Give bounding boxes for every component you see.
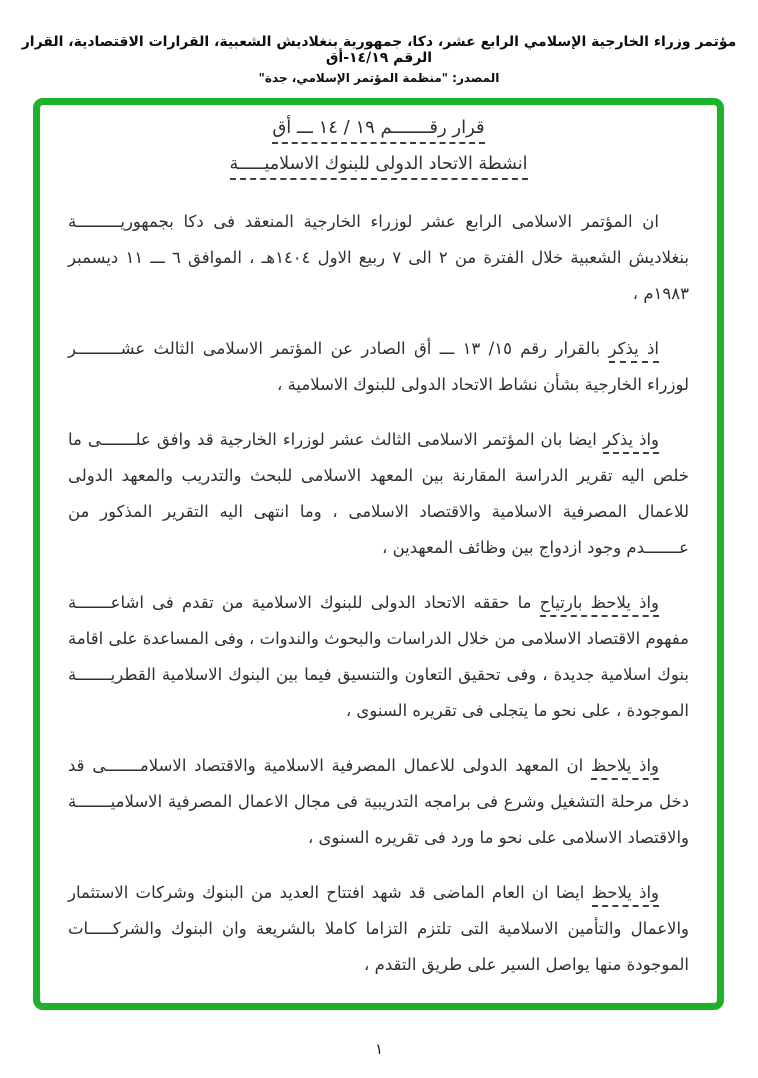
resolution-number-title-row bbox=[68, 117, 689, 138]
paragraph-text: ايضا بان المؤتمر الاسلامى الثالث عشر لوزراء الخارجية قد وافق علـــــــى ما خلص اليه تقرير الدراسة المقارنة بين المعهد الاسلامى للبحث والتدريب والمعهد الدولى للاعمال المصرفية الاسلامية والاقتصاد الاسلامى ، وما انتهى اليه التقرير المذكور من عـــــــدم وجود ازدواج بين وظائف المعهدين ، bbox=[68, 430, 689, 557]
paragraph-lead-underlined: واذ يلاحظ bbox=[592, 883, 659, 907]
header-citation-line: مؤتمر وزراء الخارجية الإسلامي الرابع عشر، دكا، جمهورية بنغلاديش الشعبية، القرارات الاقتصادية، القرار الرقم ١٤/١٩-أق bbox=[21, 34, 737, 66]
paragraph-text: بالقرار رقم ١٥/ ١٣ ـــ أق الصادر عن المؤتمر الاسلامى الثالث عشـــــــــر لوزراء الخارجية بشأن نشاط الاتحاد الدولى للبنوك الاسلامية ، bbox=[68, 339, 689, 394]
resolution-number-title: قرار رقـــــــم ١٩ / ١٤ ـــ أق bbox=[272, 117, 484, 144]
paragraph-lead-underlined: واذ يذكر bbox=[603, 430, 659, 454]
resolution-paragraph bbox=[68, 331, 689, 403]
resolution-title-block bbox=[68, 117, 689, 174]
resolution-highlight-box bbox=[33, 98, 724, 1010]
resolution-paragraph bbox=[68, 585, 689, 729]
document-header bbox=[8, 34, 750, 85]
paragraph-lead-underlined: اذ يذكر bbox=[609, 339, 660, 363]
resolution-subject-title-row bbox=[68, 154, 689, 174]
resolution-paragraph bbox=[68, 875, 689, 983]
resolution-subject-title: انشطة الاتحاد الدولى للبنوك الاسلاميـــــة bbox=[230, 154, 528, 180]
resolution-paragraph bbox=[68, 422, 689, 566]
header-source-line: المصدر: "منظمة المؤتمر الإسلامي، جدة" bbox=[258, 71, 500, 85]
paragraph-text: ان المعهد الدولى للاعمال المصرفية الاسلامية والاقتصاد الاسلامـــــــى قد دخل مرحلة التشغيل وشرع فى برامجه التدريبية فى مجال الاعمال المصرفية الاسلاميـــــــة والاقتصاد الاسلامى على نحو ما ورد فى تقريره السنوى ، bbox=[68, 756, 689, 847]
paragraph-lead-underlined: واذ يلاحظ بارتياح bbox=[540, 593, 659, 617]
paragraph-text: ما حققه الاتحاد الدولى للبنوك الاسلامية من تقدم فى اشاعـــــــة مفهوم الاقتصاد الاسلامى من خلال الدراسات والبحوث والندوات ، وفى المساعدة على اقامة بنوك اسلامية جديدة ، وفى تحقيق التعاون والتنسيق فيما بين البنوك الاسلامية القطريـــــــة الموجودة ، على نحو ما يتجلى فى تقريره السنوى ، bbox=[68, 593, 689, 720]
resolution-paragraph bbox=[68, 204, 689, 312]
paragraph-text: ايضا ان العام الماضى قد شهد افتتاح العديد من البنوك وشركات الاستثمار والاعمال والتأمين الاسلامية التى تلتزم التزاما كاملا بالشريعة وان البنوك والشركـــــات الموجودة منها يواصل السير على طريق التقدم ، bbox=[68, 883, 689, 974]
paragraph-lead-underlined: واذ يلاحظ bbox=[591, 756, 659, 780]
resolution-body bbox=[68, 204, 689, 983]
page-number: ١ bbox=[374, 1040, 384, 1058]
resolution-paragraph bbox=[68, 748, 689, 856]
paragraph-text: ان المؤتمر الاسلامى الرابع عشر لوزراء الخارجية المنعقد فى دكا بجمهوريـــــــــة بنغلاديش الشعبية خلال الفترة من ٢ الى ٧ ربيع الاول ١٤٠٤هـ ، الموافق ٦ ـــ ١١ ديسمبر ١٩٨٣م ، bbox=[68, 212, 689, 303]
